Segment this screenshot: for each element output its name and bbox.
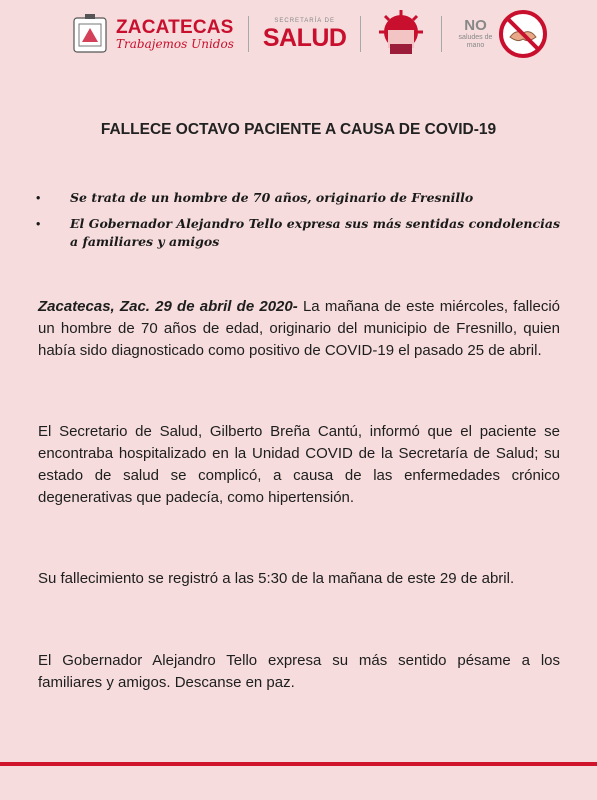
paragraph-4: El Gobernador Alejandro Tello expresa su más sentido pésame a los familiares y amigos. Descanse en paz. <box>38 652 560 691</box>
no-handshake-icon <box>498 9 548 59</box>
summary-bullet <box>36 189 560 207</box>
logo-divider <box>248 16 249 52</box>
summary-bullet <box>36 215 560 251</box>
summary-bullets <box>36 189 560 259</box>
logo-divider <box>441 16 442 52</box>
no-saludes-logo <box>456 9 548 59</box>
header-bar <box>0 0 597 68</box>
bullet-dot: • <box>36 217 41 231</box>
zacatecas-logo <box>70 12 234 56</box>
footer-divider <box>0 762 597 766</box>
paragraph-3: Su fallecimiento se registró a las 5:30 de la mañana de este 29 de abril. <box>38 570 515 587</box>
zacatecas-logo-title: ZACATECAS <box>116 16 234 38</box>
no-saludes-big: NO <box>464 17 487 34</box>
paragraph-2: El Secretario de Salud, Gilberto Breña Cantú, informó que el paciente se encontraba hospitalizado en la Unidad COVID de la Secretaría de Salud; su estado de salud se complicó, a causa de las enfermedades crónico degenerativas que padecía, como hipertensión. <box>38 423 560 506</box>
paragraph-1-body: La mañana de este miércoles, falleció un hombre de 70 años de edad, originario del municipio de Fresnillo, quien había sido diagnosticado como positivo de COVID-19 el pasado 25 de abril. <box>38 298 560 359</box>
state-seal-icon <box>70 12 110 56</box>
salud-logo <box>263 17 347 51</box>
bullet-text: El Gobernador Alejandro Tello expresa sus más sentidas condolencias a familiares y amigos <box>70 216 560 249</box>
no-saludes-small: saludes de mano <box>458 34 493 49</box>
logo-strip <box>70 8 548 60</box>
document-title: FALLECE OCTAVO PACIENTE A CAUSA DE COVID-19 <box>100 121 497 138</box>
paragraph-1 <box>38 296 560 362</box>
bullet-text: Se trata de un hombre de 70 años, originario de Fresnillo <box>70 190 474 205</box>
zacatecas-logo-subtitle: Trabajemos Unidos <box>116 36 234 51</box>
salud-logo-word: SALUD <box>262 24 347 52</box>
sana-distancia-logo-icon <box>375 8 427 60</box>
logo-divider <box>360 16 361 52</box>
salud-logo-small-text: SECRETARÍA DE <box>274 18 335 24</box>
bullet-dot: • <box>36 191 41 205</box>
dateline: Zacatecas, Zac. 29 de abril de 2020- <box>38 298 298 315</box>
